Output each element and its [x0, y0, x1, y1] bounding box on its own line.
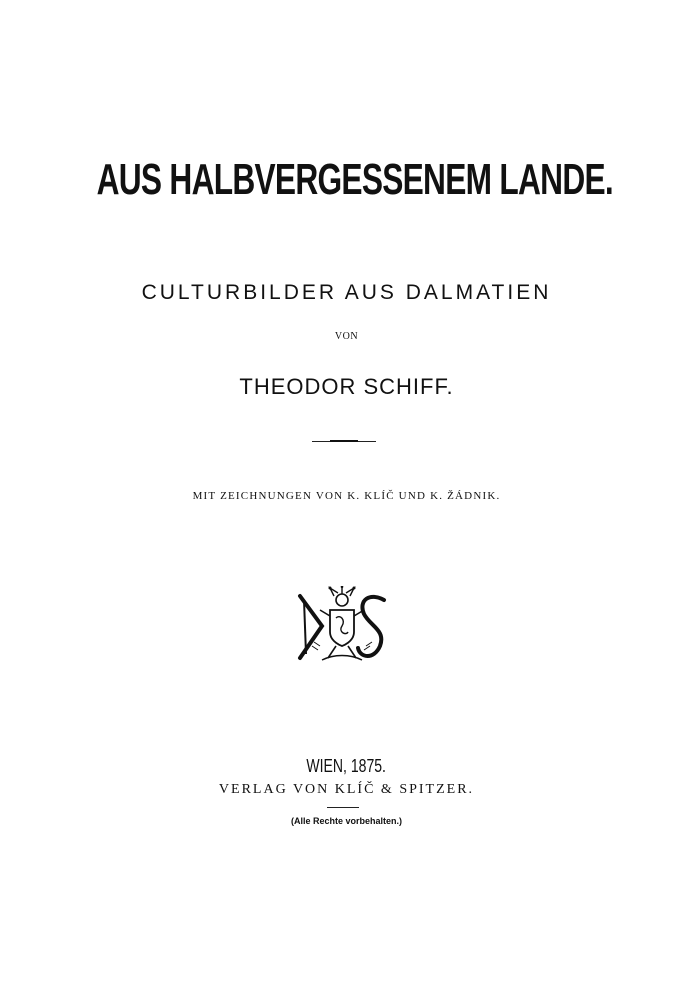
book-subtitle: CULTURBILDER AUS DALMATIEN	[141, 281, 552, 304]
divider-rule-center	[330, 440, 358, 442]
ks-monogram-emblem-icon	[292, 586, 392, 666]
illustrators-credit: MIT ZEICHNUNGEN VON K. KLÍČ UND K. ŽÁDNIK.	[192, 490, 501, 502]
publisher-line: VERLAG VON KLÍČ & SPITZER.	[218, 782, 475, 797]
author-name: THEODOR SCHIFF.	[239, 374, 454, 399]
place-and-year: WIEN, 1875.	[306, 756, 386, 776]
book-title: AUS HALBVERGESSENEM LANDE.	[96, 155, 613, 204]
by-line: VON	[334, 331, 359, 342]
rights-notice: (Alle Rechte vorbehalten.)	[290, 816, 403, 826]
publisher-divider-rule	[327, 807, 359, 808]
